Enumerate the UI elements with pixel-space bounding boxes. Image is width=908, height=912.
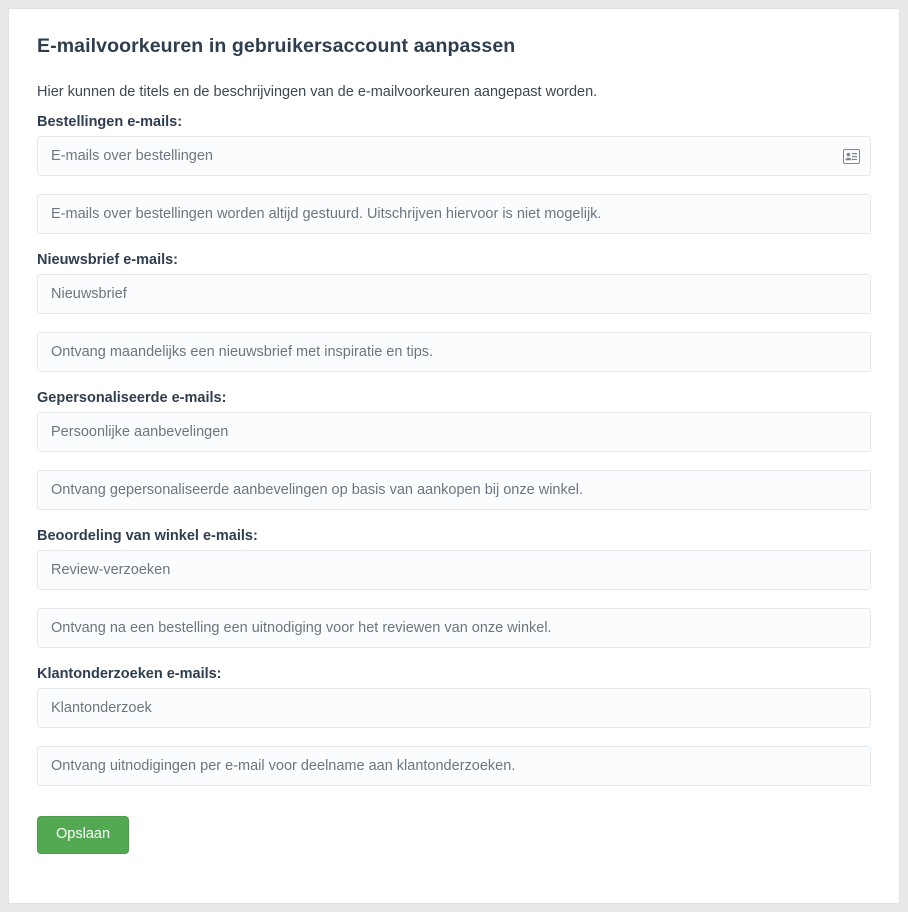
field-group-personalized (37, 390, 871, 510)
page-title: E-mailvoorkeuren in gebruikersaccount aanpassen (37, 35, 516, 57)
contact-card-icon[interactable] (842, 147, 860, 165)
field-label-newsletter: Nieuwsbrief e-mails: (37, 252, 179, 268)
field-label-personalized: Gepersonaliseerde e-mails: (37, 390, 227, 406)
field-group-surveys (37, 666, 871, 786)
newsletter-description-wrap (37, 332, 871, 372)
field-group-orders (37, 114, 871, 234)
email-preferences-panel (8, 8, 900, 904)
field-label-surveys: Klantonderzoeken e-mails: (37, 666, 222, 682)
field-label-reviews: Beoordeling van winkel e-mails: (37, 528, 258, 544)
personalized-title-input-wrap (37, 412, 871, 452)
newsletter-description-input[interactable] (37, 332, 871, 372)
orders-title-input[interactable] (37, 136, 871, 176)
orders-title-input-wrap (37, 136, 871, 176)
newsletter-title-input-wrap (37, 274, 871, 314)
surveys-title-input-wrap (37, 688, 871, 728)
newsletter-title-input[interactable] (37, 274, 871, 314)
personalized-description-input[interactable] (37, 470, 871, 510)
surveys-title-input[interactable] (37, 688, 871, 728)
personalized-description-wrap (37, 470, 871, 510)
surveys-description-wrap (37, 746, 871, 786)
personalized-title-input[interactable] (37, 412, 871, 452)
reviews-title-input[interactable] (37, 550, 871, 590)
save-button[interactable]: Opslaan (37, 816, 129, 854)
reviews-description-input[interactable] (37, 608, 871, 648)
reviews-description-wrap (37, 608, 871, 648)
field-label-orders: Bestellingen e-mails: (37, 114, 183, 130)
field-group-newsletter (37, 252, 871, 372)
intro-text: Hier kunnen de titels en de beschrijvingen van de e-mailvoorkeuren aangepast worden. (37, 84, 598, 100)
surveys-description-input[interactable] (37, 746, 871, 786)
reviews-title-input-wrap (37, 550, 871, 590)
orders-description-wrap (37, 194, 871, 234)
field-group-reviews (37, 528, 871, 648)
orders-description-input[interactable] (37, 194, 871, 234)
